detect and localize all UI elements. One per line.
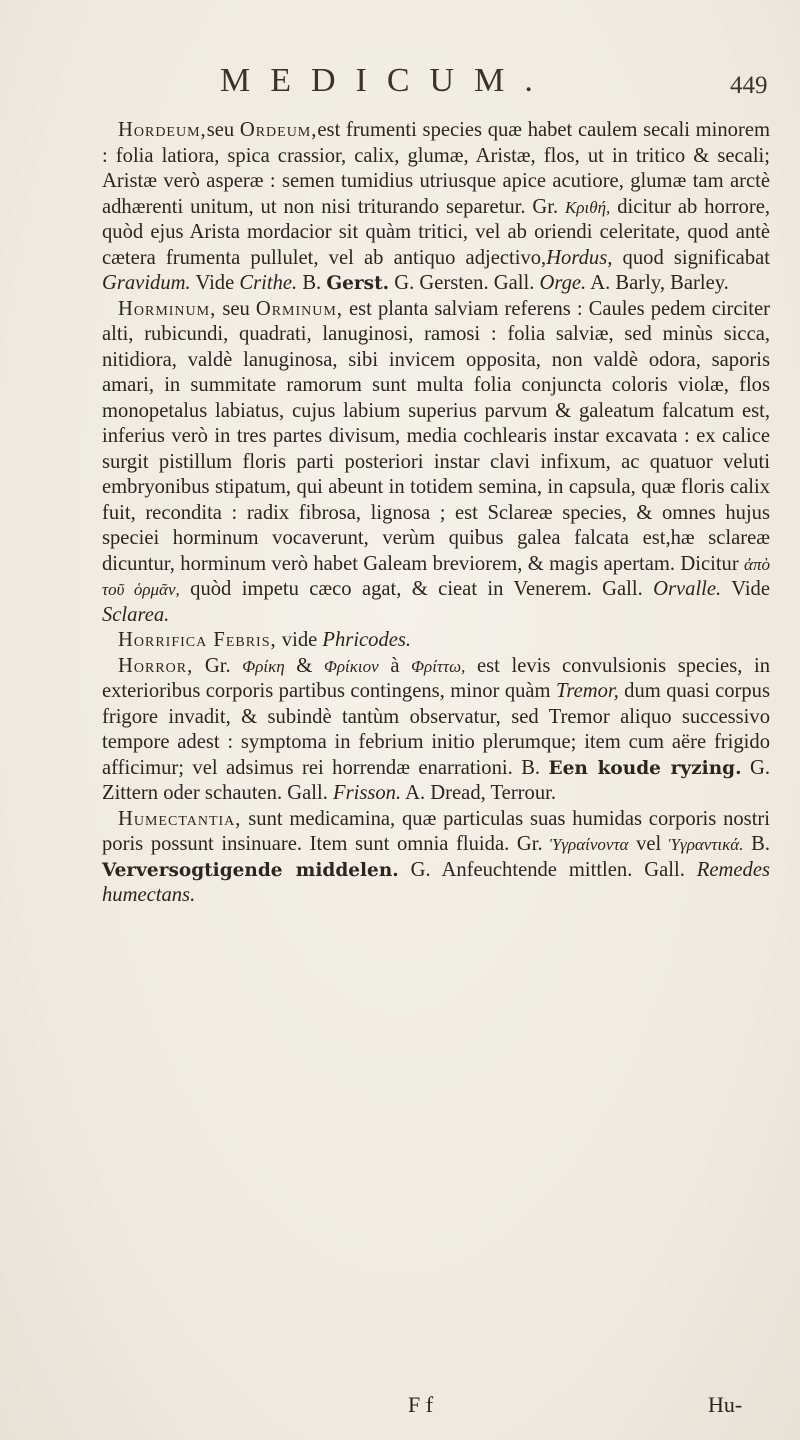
entry-text: quod significabat [612, 246, 770, 269]
entry-text: est planta salviam referens : Caules pedem circiter alti, rubicundi, quadrati, lanuginosi, ramosi : folia salviæ, sed minùs sicca, nitidiora, valdè lanuginosa, sibi invicem opposita, non valdè odora, saporis amari, in summitate ramorum sunt multa folia conjuncta coloris violæ, flos monopetalus labiatus, cujus labium superius parvum & galeatum falcatum est, inferius verò in tres partes divisum, media cochlearis instar excavata : ex calice surgit pistillum floris parti posteriori instar clavi infixum, ac quatuor veluti embryonibus stipatum, qui abeunt in totidem semina, in capsula, quæ floris calix fuit, recondita : radix fibrosa, lignosa ; est Sclareæ species, & omnes hujus speciei horminum vocaverunt, verùm quibus galea falcata est,hæ sclareæ dicuntur, horminum verò habet Galeam breviorem, & magis apertam. Dicitur [102, 297, 770, 575]
headword: Horror, [118, 654, 194, 677]
entry-horminum [102, 297, 770, 629]
entry-text: sunt medicamina, quæ particulas suas humidas corporis nostri poris possunt insinuare. Item sunt omnia fluida. Gr. [102, 807, 770, 855]
italic-term: Crithe. [239, 272, 298, 294]
greek-term: Κριθή, [565, 197, 611, 217]
entry-text: & [284, 654, 324, 677]
italic-term: Frisson. [333, 782, 402, 804]
entry-horror [102, 654, 770, 807]
italic-term: Phricodes. [322, 629, 412, 651]
entry-text: Vide [190, 272, 240, 294]
blackletter-term: Verversogtigende middelen. [102, 859, 399, 881]
italic-term: Remedes humectans. [102, 858, 770, 906]
entry-text: à [378, 654, 412, 677]
entry-text: B. [743, 833, 770, 855]
entry-text: G. Gersten. Gall. [389, 272, 540, 294]
page-footer [0, 1392, 800, 1422]
entry-horrifica-febris [102, 628, 770, 654]
entry-text: A. Barly, Barley. [586, 272, 729, 294]
catchword: Hu- [708, 1392, 743, 1417]
entry-text: vide [276, 629, 323, 651]
italic-term: Orvalle. [653, 578, 722, 600]
headword: Horminum, [118, 297, 217, 320]
italic-term: Sclarea. [102, 603, 170, 626]
entry-text: Vide [721, 578, 770, 600]
running-title: MEDICUM. [220, 62, 553, 99]
entry-text: B. [297, 272, 327, 294]
entry-text: est frumenti species quæ habet caulem secali minorem : folia latiora, spica crassior, calix, glumæ, Aristæ, flos, ut in tritico & secali; Aristæ verò asperæ : semen tumidius utriusque apice acutiore, glumæ tam arctè adhærenti unitum, ut non nisi triturando separetur. Gr. [102, 119, 770, 218]
italic-term: Hordus, [546, 246, 613, 269]
blackletter-term: Gerst. [326, 273, 390, 294]
greek-term: ἀπὸ τοῦ ὁρμᾶν, [102, 554, 770, 599]
entry-text: seu [216, 297, 256, 320]
signature-mark: F f [408, 1392, 434, 1417]
greek-term: Φρίκιον [323, 656, 379, 676]
italic-term: Tremor, [556, 680, 619, 702]
italic-term: Gravidum. [102, 272, 191, 294]
greek-term: Ὑγραντικά. [668, 835, 744, 854]
greek-term: Φρίκη [242, 656, 285, 676]
entry-text: G. Anfeuchtende mittlen. Gall. [398, 858, 697, 881]
entry-hordeum [102, 118, 770, 297]
dictionary-text [102, 118, 770, 909]
entry-text: quòd impetu cæco agat, & cieat in Venerem. Gall. [179, 578, 654, 600]
headword: Hordeum, [118, 119, 207, 141]
page-number: 449 [730, 72, 768, 99]
entry-text: dicitur ab horrore, quòd ejus Arista mordacior sit quàm tritici, vel ab oriendi celeritate, quod antè cætera frumenta pullulet, vel ab antiquo adjectivo, [102, 195, 770, 269]
greek-term: Ὑγραίνοντα [550, 835, 629, 854]
blackletter-term: Een koude ryzing. [548, 757, 742, 779]
headword: Horrifica Febris, [118, 629, 277, 651]
italic-term: Orge. [539, 272, 587, 294]
headword: Orminum, [255, 297, 343, 320]
entry-text: G. Zittern oder schauten. Gall. [102, 756, 771, 804]
entry-text: est levis convulsionis species, in exterioribus corporis partibus contingens, minor quàm [102, 654, 770, 702]
entry-text: Gr. [193, 654, 243, 677]
headword: Ordeum, [239, 119, 318, 141]
headword: Humectantia, [118, 807, 242, 830]
entry-text: seu [206, 119, 240, 141]
entry-text: A. Dread, Terrour. [401, 782, 556, 804]
entry-text: vel [628, 833, 669, 855]
page-header [0, 62, 800, 110]
entry-text: dum quasi corpus frigore invadit, & subindè tantùm observatur, sed Tremor aliquo successivo tempore adest : symptoma in febrium initio plerumque; item cum aëre frigido afficimur; vel adsimus rei horrendæ enarrationi. B. [102, 680, 770, 779]
entry-humectantia [102, 807, 770, 909]
greek-term: Φρίττω, [411, 656, 466, 676]
